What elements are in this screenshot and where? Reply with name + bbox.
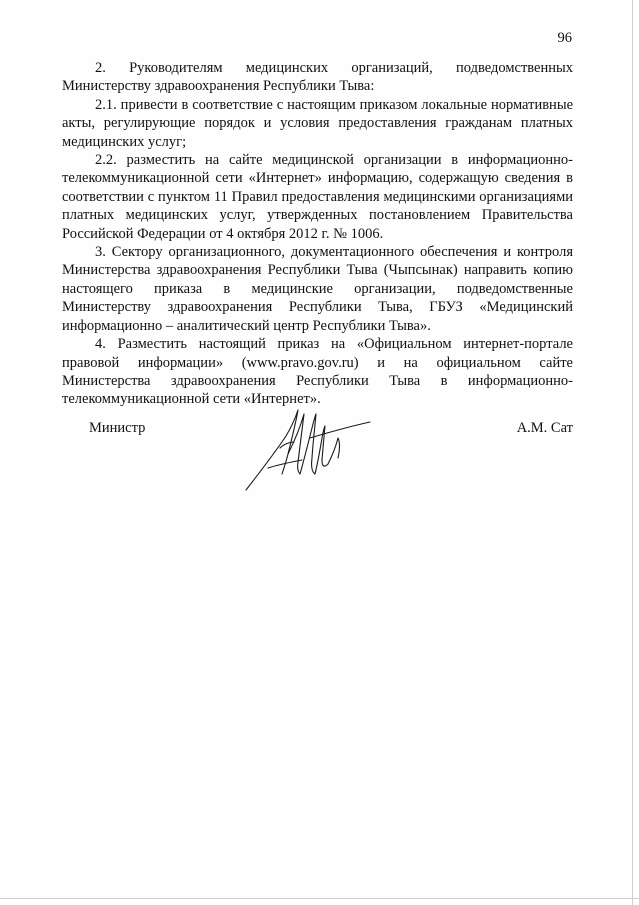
- handwritten-signature: [240, 402, 380, 497]
- paragraph-2-1: 2.1. привести в соответствие с настоящим приказом локальные нормативные акты, регулирующие порядок и условия предоставления гражданам платных медицинских услуг;: [62, 96, 573, 150]
- signatory-title: Министр: [89, 420, 146, 436]
- paragraph-2-2: 2.2. разместить на сайте медицинской организации в информационно-телекоммуникационной сети «Интернет» информацию, содержащую сведения в соответствии с пунктом 11 Правил предоставления медицинскими организациями платных медицинских услуг, утвержденных постановлением Правительства Российской Федерации от 4 октября 2012 г. № 1006.: [62, 152, 573, 242]
- paragraph-3: 3. Сектору организационного, документационного обеспечения и контроля Министерства здравоохранения Республики Тыва (Чыпсынак) направить копию настоящего приказа в медицинские организации, подведомственные Министерству здравоохранения Республики Тыва, ГБУЗ «Медицинский информационно – аналитический центр Республики Тыва».: [62, 244, 573, 334]
- page-number: 96: [557, 30, 572, 46]
- page-edge-shadow: [632, 0, 633, 905]
- paragraph-2: 2. Руководителям медицинских организаций, подведомственных Министерству здравоохранения Республики Тыва:: [62, 60, 573, 95]
- document-body: [62, 59, 573, 409]
- signatory-name: А.М. Сат: [516, 420, 573, 436]
- page-bottom-shadow: [0, 898, 639, 899]
- paragraph-4: 4. Разместить настоящий приказ на «Официальном интернет-портале правовой информации» (www.pravo.gov.ru) и на официальном сайте Министерства здравоохранения Республики Тыва в информационно-телекоммуникационной сети «Интернет».: [62, 336, 573, 408]
